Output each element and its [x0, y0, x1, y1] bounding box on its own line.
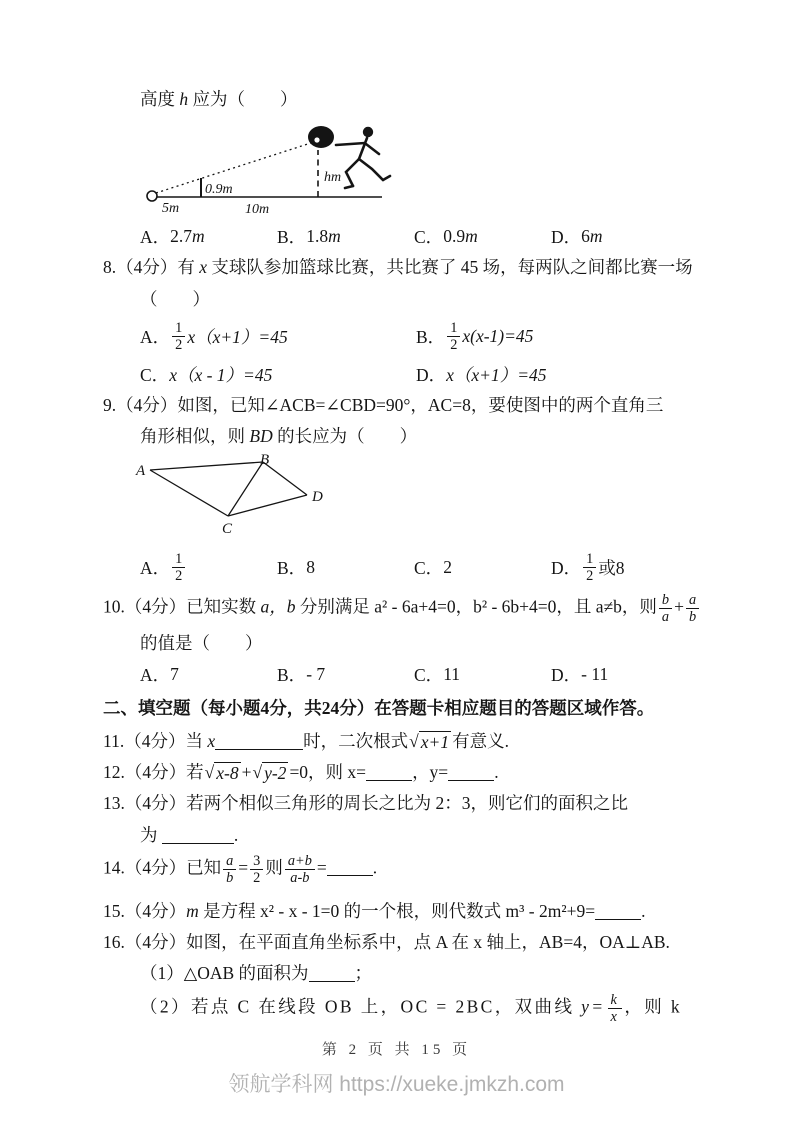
- sight-dotted-line: [156, 142, 314, 193]
- q10-option-d: [551, 662, 608, 687]
- q9-option-a: [140, 551, 277, 584]
- fraction: [223, 853, 236, 886]
- exam-content: [103, 86, 707, 1037]
- q8-option-c: [140, 362, 416, 387]
- q13-text-a: 为: [140, 824, 162, 845]
- option-label: C．: [140, 364, 170, 385]
- triangle-edges: [150, 462, 307, 516]
- q12-text-c: ，y=: [412, 762, 449, 783]
- vertex-label-a: A: [136, 463, 146, 480]
- q8-option-b: [416, 320, 533, 353]
- option-label: C．: [414, 227, 444, 248]
- option-label: B．: [277, 227, 307, 248]
- q9-text-a: 角形相似，则: [140, 426, 250, 446]
- section2-heading: [103, 695, 707, 721]
- q9-option-b: [277, 555, 414, 580]
- option-label: A．: [140, 327, 171, 348]
- q8-var: x: [199, 257, 208, 278]
- fraction-numerator: 1: [447, 320, 460, 337]
- q12-blank-x: [366, 762, 412, 781]
- equals-sign: =: [316, 857, 327, 878]
- fraction-numerator: a: [686, 592, 699, 609]
- q12-text-d: .: [494, 762, 499, 783]
- q9-option-d: [551, 551, 625, 584]
- option-unit: m: [465, 226, 478, 247]
- throw-diagram: [140, 117, 410, 215]
- section2-heading-text: 二、填空题（每小题4分，共24分）在答题卡相应题目的答题区域作答。: [103, 697, 655, 718]
- fraction-denominator: b: [226, 869, 234, 886]
- q14-blank: [327, 858, 373, 877]
- q15-var: m: [186, 900, 199, 921]
- label-10m: 10m: [245, 202, 270, 216]
- q9-text-line1: 9.（4分）如图，已知∠ACB=∠CBD=90°，AC=8，要使图中的两个直角三: [103, 394, 664, 415]
- q15-text-a: 15.（4分）: [103, 900, 187, 921]
- q8-options-row1: [140, 317, 707, 357]
- equals-sign: =: [238, 857, 249, 878]
- q10-option-c: [414, 662, 551, 687]
- plus-sign: +: [674, 596, 684, 617]
- option-value: - 7: [306, 663, 326, 684]
- option-value: 2.7: [170, 226, 193, 247]
- sqrt-expression: [252, 762, 288, 783]
- fraction-numerator: 1: [583, 551, 596, 568]
- q7-figure: [140, 117, 707, 220]
- option-value: 8: [306, 556, 315, 577]
- q16-text-line1: 16.（4分）如图，在平面直角坐标系中，点 A 在 x 轴上，AB=4，OA⊥AB.: [103, 932, 670, 953]
- option-value: 6: [581, 226, 590, 247]
- option-unit: m: [192, 226, 205, 247]
- q7-option-b: [277, 224, 414, 249]
- q14-text-a: 14.（4分）已知: [103, 857, 222, 878]
- q9-figure: [133, 454, 707, 545]
- option-value: - 11: [581, 663, 609, 684]
- q7-options: [140, 224, 707, 249]
- q15-text-c: .: [641, 900, 646, 921]
- q16-stem: [103, 929, 707, 955]
- radical-icon: √: [204, 762, 215, 783]
- plus-sign: +: [241, 762, 252, 783]
- watermark: 领航学科网 https://xueke.jmkzh.com: [228, 1073, 565, 1096]
- fraction-denominator: 2: [586, 567, 594, 584]
- q8-option-a: [140, 320, 416, 353]
- q11-stem: [103, 728, 707, 754]
- q7-stem-text-a: 高度: [140, 89, 180, 109]
- q10-options: [140, 662, 707, 687]
- q10-option-b: [277, 662, 414, 687]
- q15-stem: [103, 898, 707, 924]
- fraction-numerator: a: [223, 853, 236, 870]
- ball-highlight: [314, 138, 319, 143]
- label-09m: 0.9m: [205, 182, 233, 198]
- q16-sub2-text-b: ，则 k: [624, 996, 683, 1017]
- fraction-denominator: a-b: [290, 869, 310, 886]
- q10-text-line2: 的值是（ ）: [140, 633, 263, 654]
- fraction-denominator: 2: [175, 337, 183, 354]
- q11-var: x: [207, 730, 216, 751]
- q7-option-c: [414, 224, 551, 249]
- q8-paren-text: （ ）: [140, 288, 210, 309]
- q10-stem-line1: [103, 592, 707, 625]
- q10-stem-line2: [140, 630, 707, 656]
- option-formula: x（x+1）=45: [187, 327, 288, 348]
- q7-stem: [140, 86, 707, 112]
- q8-text-b: 支球队参加篮球比赛，共比赛了 45 场，每两队之间都比赛一场: [207, 257, 693, 278]
- fraction: [447, 320, 460, 353]
- q8-text-a: 8.（4分）有: [103, 257, 200, 278]
- option-value: 或8: [598, 557, 625, 578]
- q12-text-a: 12.（4分）若: [103, 762, 204, 783]
- q13-text-line1: 13.（4分）若两个相似三角形的周长之比为 2：3，则它们的面积之比: [103, 793, 628, 814]
- option-label: D．: [551, 664, 582, 685]
- radical-icon: √: [252, 762, 263, 783]
- page-number: 第 2 页 共 15 页: [321, 1042, 472, 1058]
- label-5m: 5m: [162, 201, 180, 216]
- option-unit: m: [589, 226, 603, 247]
- q9-option-c: [414, 555, 551, 580]
- fraction: [250, 853, 263, 886]
- option-formula: x（x - 1）=45: [169, 364, 273, 385]
- q9-stem-line1: [103, 392, 707, 418]
- q9-var: BD: [249, 426, 273, 446]
- q11-text-c: 有意义.: [452, 730, 509, 751]
- option-label: B．: [277, 664, 307, 685]
- fraction: [659, 592, 672, 625]
- q14-text-b: 则: [265, 857, 283, 878]
- q16-sub1: [140, 960, 707, 986]
- option-formula: x（x+1）=45: [446, 364, 547, 385]
- q15-text-b: 是方程 x² - x - 1=0 的一个根，则代数式 m³ - 2m²+9=: [198, 900, 596, 921]
- vertex-label-b: B: [260, 454, 270, 469]
- vertex-label-d: D: [312, 489, 323, 506]
- fraction: [285, 853, 315, 886]
- vertex-label-c: C: [222, 521, 233, 538]
- q13-stem-line2: [140, 822, 707, 848]
- q16-sub2: [140, 992, 707, 1032]
- q16-sub2-yequals: y=: [581, 996, 606, 1017]
- q7-option-a: [140, 224, 277, 249]
- sqrt-expression: [409, 731, 451, 752]
- q16-sub2-text-a: （2）若点 C 在线段 OB 上，OC = 2BC，双曲线: [140, 996, 582, 1017]
- fraction-numerator: 1: [172, 551, 185, 568]
- option-value: 11: [443, 663, 461, 684]
- q16-sub1-text-a: （1）△OAB 的面积为: [140, 963, 309, 984]
- q7-stem-text-b: 应为（ ）: [188, 89, 298, 109]
- q9-options: [140, 547, 707, 587]
- fraction-denominator: 2: [175, 567, 183, 584]
- start-point-icon: [147, 191, 157, 201]
- option-formula: x(x-1)=45: [462, 326, 534, 347]
- q10-vars: a，b: [260, 596, 296, 617]
- option-value: 7: [170, 663, 179, 684]
- q11-text-a: 11.（4分）当: [103, 730, 208, 751]
- fraction-numerator: 3: [250, 853, 263, 870]
- sqrt-expression: [205, 762, 241, 783]
- option-label: D．: [416, 364, 447, 385]
- radicand: y-2: [264, 763, 287, 784]
- fraction-numerator: a+b: [285, 853, 315, 870]
- triangle-diagram: [133, 454, 333, 540]
- fraction-denominator: x: [610, 1008, 620, 1025]
- q8-paren: [140, 286, 707, 312]
- fraction-numerator: b: [659, 592, 672, 609]
- q10-text-b: 分别满足 a² - 6a+4=0，b² - 6b+4=0，且 a≠b，则: [295, 596, 657, 617]
- q9-stem-line2: [140, 423, 707, 449]
- q15-blank: [595, 901, 641, 920]
- option-label: B．: [416, 327, 446, 348]
- ball-icon: [308, 126, 334, 148]
- radicand: x+1: [420, 731, 450, 752]
- fraction: [583, 551, 596, 584]
- q16-sub1-blank: [309, 964, 355, 983]
- option-label: D．: [551, 557, 582, 578]
- q9-text-b: 的长应为（ ）: [272, 426, 418, 446]
- runner-figure: [336, 127, 390, 188]
- q7-stem-var: h: [179, 89, 189, 109]
- fraction: [172, 551, 185, 584]
- radical-icon: √: [409, 730, 419, 751]
- q16-sub1-text-b: ；: [354, 963, 373, 984]
- option-value: 1.8: [306, 226, 329, 247]
- label-hm: hm: [324, 170, 342, 186]
- option-label: B．: [277, 557, 307, 578]
- option-label: A．: [140, 227, 171, 248]
- q14-stem: [103, 853, 707, 893]
- q10-text-a: 10.（4分）已知实数: [103, 596, 261, 617]
- q12-blank-y: [448, 762, 494, 781]
- option-value: 0.9: [443, 226, 466, 247]
- fraction-denominator: 2: [253, 869, 261, 886]
- q7-option-d: [551, 224, 603, 249]
- fraction-denominator: a: [661, 609, 670, 626]
- fraction-denominator: b: [688, 609, 697, 626]
- option-label: C．: [414, 664, 444, 685]
- q8-stem: [103, 254, 707, 280]
- q10-option-a: [140, 662, 277, 687]
- radicand: x-8: [216, 763, 239, 784]
- q8-options-row2: [140, 362, 707, 387]
- option-label: D．: [551, 227, 582, 248]
- option-label: A．: [140, 664, 171, 685]
- q12-stem: [103, 759, 707, 785]
- fraction: [686, 592, 699, 625]
- page-footer: [0, 1038, 793, 1098]
- fraction-denominator: 2: [450, 337, 458, 354]
- q13-stem-line1: [103, 790, 707, 816]
- option-label: C．: [414, 557, 444, 578]
- q13-text-b: .: [233, 824, 239, 845]
- q12-text-b: =0，则 x=: [289, 762, 367, 783]
- fraction: [172, 320, 185, 353]
- q14-text-c: .: [372, 857, 378, 878]
- q11-blank: [215, 731, 303, 750]
- option-value: 2: [443, 556, 452, 577]
- q11-text-b: 时，二次根式: [303, 730, 409, 751]
- option-unit: m: [328, 226, 341, 247]
- option-label: A．: [140, 557, 171, 578]
- q13-blank: [162, 825, 234, 844]
- fraction-numerator: k: [608, 992, 623, 1009]
- fraction: [608, 992, 623, 1025]
- q8-option-d: [416, 362, 547, 387]
- fraction-numerator: 1: [172, 320, 185, 337]
